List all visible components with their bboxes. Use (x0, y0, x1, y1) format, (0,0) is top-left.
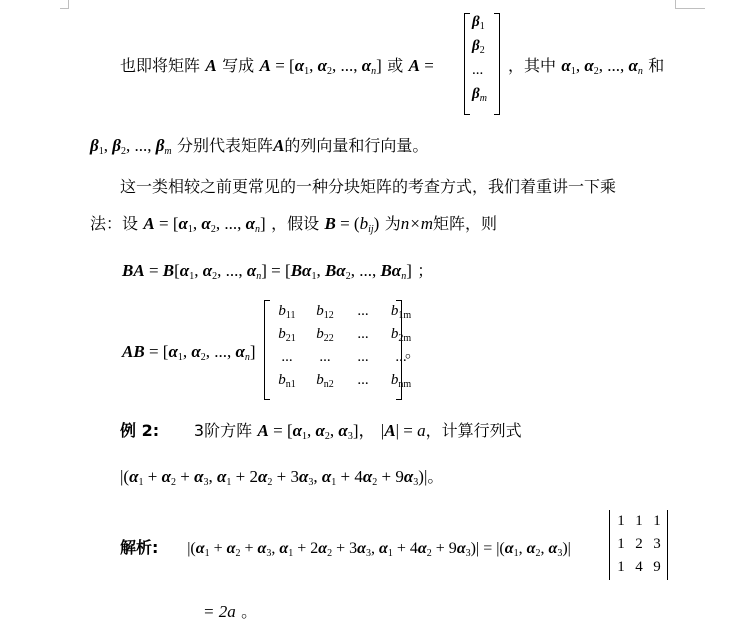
equation-BA: BA = $B[\alpha_1$, $\alpha_2$, ..., $\alpha_n] = [B\alpha_1$, $B\alpha_2$, ..., $B\alpha_n$] ； (122, 261, 434, 282)
example-end-mark: 。 (427, 467, 444, 486)
solution-line: 解析: $|(\alpha_1 + \alpha_2 + \alpha_3$, $\alpha_1 + 2\alpha_2 + 3\alpha_3$, $\alpha_1 + 4\alpha_2 + 9\alpha_3)| = |(\alpha_1$, $\alpha_2$, $\alpha_3)|$ (120, 538, 571, 559)
matrix-b-cell: ... (357, 349, 369, 365)
para2-text-c: ，假设 (271, 214, 320, 233)
para2-text-d: 为 (384, 214, 401, 233)
math-betas: $\beta_1$, $\beta_2$, ..., $\beta_m$ (90, 136, 172, 157)
math-A-equals: A = (408, 56, 434, 75)
matrix-b-cell: ... (319, 349, 331, 365)
math-detA: |A| = a (380, 421, 426, 440)
matrix-b-cell: $b_{nm}$ (390, 371, 412, 390)
beta-vector: $\beta_1$ $\beta_2$ ... $\beta_m$ (472, 14, 487, 104)
math-A-def: $A = [\alpha_1$, $\alpha_2$, ..., $\alpha_n$] (143, 214, 266, 235)
para2-line1 (120, 175, 616, 199)
det-cell: 1 (617, 536, 625, 552)
beta-vector-bracket-left (464, 13, 470, 115)
page-corner-mark-left (68, 0, 69, 8)
det-matrix (612, 510, 666, 579)
matrix-b-cell: ... (357, 372, 369, 388)
para1-text-a: 也即将矩阵 (120, 56, 201, 75)
det-cell: 1 (617, 513, 625, 529)
math-A: A (273, 136, 285, 155)
solution-label: 解析: (120, 538, 159, 557)
beta-vector-bracket-right (494, 13, 500, 115)
equation-AB: AB = [$\alpha_1$, $\alpha_2$, ..., $\alpha_n$] (122, 342, 256, 363)
matrix-b-cell: ... (357, 326, 369, 342)
det-cell: 1 (635, 513, 643, 529)
matrix-b-cell: ... (395, 349, 407, 365)
det-bar-left (609, 510, 610, 580)
example-label: 例 2: (120, 421, 160, 440)
matrix-b-cell: $b_{2m}$ (390, 325, 412, 344)
example-text-b: ，计算行列式 (425, 421, 522, 440)
para2-text-e: 矩阵，则 (432, 214, 497, 233)
para2-line2 (90, 212, 497, 242)
matrix-b-cell: ... (357, 303, 369, 319)
example-text-a: 3阶方阵 (193, 421, 253, 440)
solution-result (203, 600, 257, 624)
matrix-b-row (268, 346, 420, 369)
det-cell: 1 (653, 513, 661, 529)
math-alphas: $\alpha_1$, $\alpha_2$, ..., $\alpha_n$ (561, 56, 643, 77)
equation-AB-end: 。 (405, 342, 422, 361)
det-cell: 1 (617, 559, 625, 575)
page-corner-mark-right (675, 0, 676, 8)
det-row (612, 533, 666, 556)
para1-line1-tail (508, 54, 664, 84)
para1-line2 (90, 134, 428, 164)
matrix-B (268, 300, 420, 392)
math-A: A (205, 56, 217, 75)
math-A-3: $A = [\alpha_1$, $\alpha_2$, $\alpha_3$] (257, 421, 359, 442)
determinant-expression: $|(\alpha_1 + \alpha_2 + \alpha_3$, $\alpha_1 + 2\alpha_2 + 3\alpha_3$, $\alpha_1 + 4\alpha_2 + 9\alpha_3)|$。 (120, 467, 444, 488)
matrix-b-cell: $b_{1m}$ (390, 302, 412, 321)
result-end-mark: 。 (241, 602, 258, 621)
page-corner-mark-right-h (675, 8, 705, 9)
matrix-b-cell: $b_{12}$ (316, 302, 334, 321)
para1-text-e: 和 (648, 56, 665, 75)
example-line: 例 2: 3阶方阵 $A = [\alpha_1$, $\alpha_2$, $\alpha_3$]， |A| = a，计算行列式 (120, 421, 522, 442)
det-cell: 2 (635, 536, 643, 552)
matrix-b-cell: ... (281, 349, 293, 365)
det-row (612, 510, 666, 533)
result-value: = 2a (203, 602, 236, 621)
para1-text-b: 写成 (222, 56, 255, 75)
para2-text-b: 法：设 (90, 214, 139, 233)
matrix-b-cell: $b_{11}$ (278, 302, 296, 321)
det-cell: 4 (635, 559, 643, 575)
matrix-b-cell: $b_{21}$ (278, 325, 296, 344)
matrix-b-cell: $b_{n2}$ (316, 371, 334, 390)
math-B-def: $B = (b_{ij})$ (324, 214, 380, 235)
page-corner-mark-left-h (60, 8, 69, 9)
math-n-by-m: n×m (400, 214, 433, 233)
math-A-equals-alpha: $A = [\alpha_1$, $\alpha_2$, ..., $\alpha_n$] (259, 56, 382, 77)
matrix-b-cell: $b_{22}$ (316, 325, 334, 344)
det-row (612, 556, 666, 579)
para2-text-a: 这一类相较之前更常见的一种分块矩阵的考查方式，我们着重讲一下乘 (120, 177, 617, 196)
det-cell: 3 (653, 536, 661, 552)
para1-text-c: 或 (387, 56, 404, 75)
matrix-b-row (268, 300, 420, 323)
det-cell: 9 (653, 559, 661, 575)
matrix-b-cell: $b_{n1}$ (278, 371, 296, 390)
para1-text-g: 的列向量和行向量。 (284, 136, 429, 155)
matrix-b-row (268, 369, 420, 392)
para1-line1 (120, 54, 434, 84)
matrix-b-row (268, 323, 420, 346)
para1-text-f: 分别代表矩阵 (177, 136, 274, 155)
det-bar-right (667, 510, 668, 580)
para1-text-d: ，其中 (508, 56, 557, 75)
